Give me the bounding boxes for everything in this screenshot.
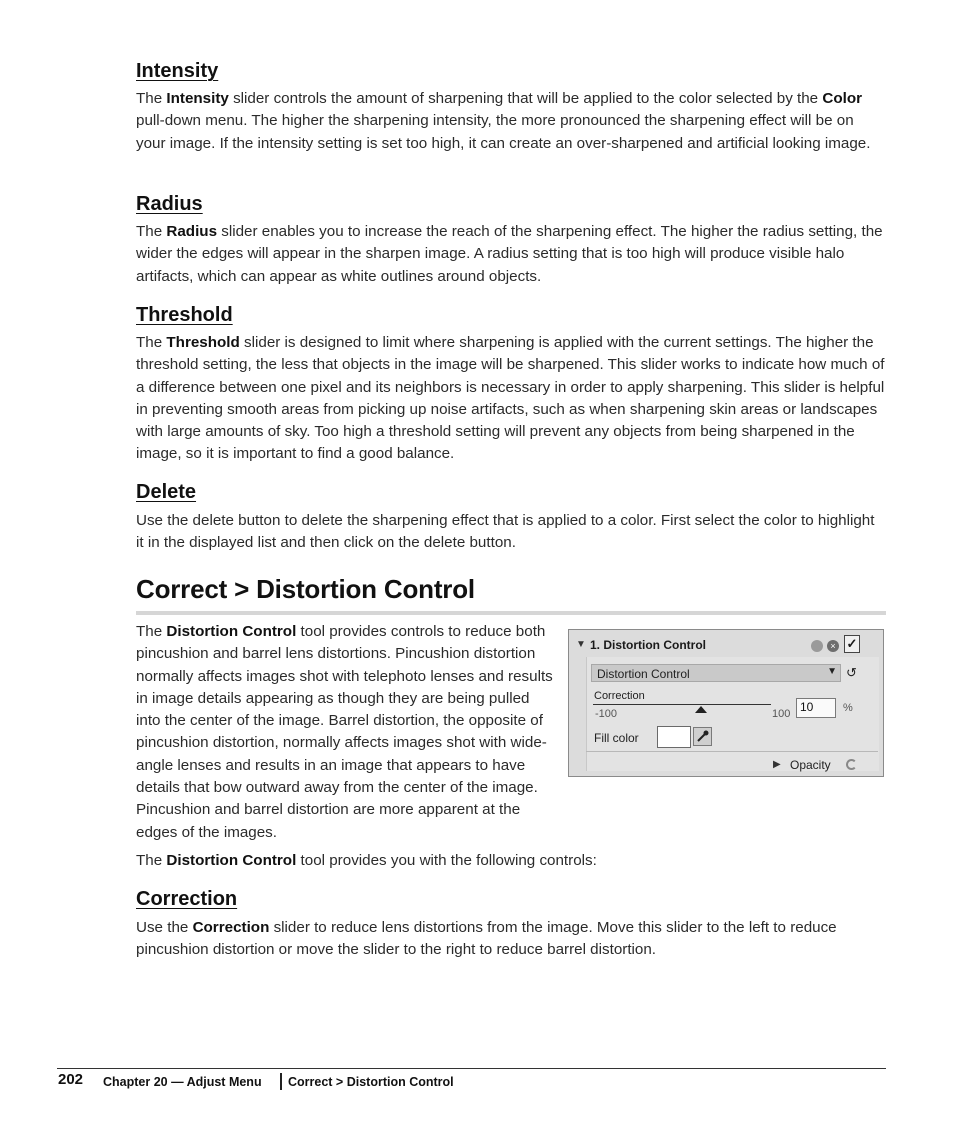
paragraph-delete: Use the delete button to delete the sharpening effect that is applied to a color. First select the color to highlight it in the displayed list and then click on the delete button. <box>136 512 875 552</box>
percent-unit: % <box>843 702 853 714</box>
footer-separator <box>280 1073 282 1090</box>
heading-delete: Delete <box>136 481 197 503</box>
opacity-ring-icon[interactable] <box>846 759 857 770</box>
opacity-label[interactable]: Opacity <box>790 758 831 772</box>
slider-min-label: -100 <box>595 708 618 720</box>
close-icon[interactable]: × <box>827 640 839 652</box>
dropdown-value: Distortion Control <box>597 667 690 681</box>
reset-icon[interactable]: ↺ <box>846 665 857 680</box>
paragraph-threshold: The Threshold slider is designed to limit where sharpening is applied with the current settings. The higher the threshold setting, the less that objects in the image will be sharpened. This slider works to indicate how much of a difference between one pixel and its neighbors is necessary in order to apply sharpening. This slider is helpful in preventing smooth areas from picking up noise artifacts, such as when sharpening skin areas or landscapes with large amounts of sky. Too high a threshold setting will prevent any objects from being sharpened in the image, so it is important to find a good balance. <box>136 334 885 463</box>
correction-slider-thumb[interactable] <box>695 706 707 713</box>
correction-value-input[interactable]: 10 <box>796 698 836 718</box>
control-dropdown[interactable] <box>591 664 841 682</box>
enable-checkbox[interactable]: ✓ <box>844 635 860 653</box>
status-dot-icon[interactable] <box>811 640 823 652</box>
fill-color-label: Fill color <box>594 731 639 745</box>
footer-chapter: Chapter 20 — Adjust Menu <box>103 1075 262 1089</box>
distortion-control-panel <box>568 629 884 777</box>
panel-divider <box>586 751 878 752</box>
paragraph-radius: The Radius slider enables you to increase the reach of the sharpening effect. The higher the radius setting, the wider the edges will appear in the sharpen image. A radius setting that is too high will produce visible halo artifacts, which can appear as white outlines around objects. <box>136 223 883 285</box>
heading-radius: Radius <box>136 193 203 215</box>
collapse-triangle-icon[interactable]: ▼ <box>576 639 586 650</box>
page-number: 202 <box>58 1071 84 1088</box>
paragraph-distortion-intro: The Distortion Control tool provides controls to reduce both pincushion and barrel lens distortions. Pincushion distortion normally affects images shot with telephoto lenses and results in image details appearing as though they are being pulled into the center of the image. Barrel distortion, the opposite of pincushion distortion, normally affects images shot with wide-angle lenses and results in an image that appears to have details that bow outward away from the center of the image. Pincushion and barrel distortion are more apparent at the edges of the images. <box>136 623 553 841</box>
paragraph-correction: Use the Correction slider to reduce lens distortions from the image. Move this slider to the left to reduce pincushion distortion or move the slider to the right to reduce barrel distortion. <box>136 919 837 959</box>
heading-intensity: Intensity <box>136 60 219 82</box>
slider-max-label: 100 <box>772 708 791 720</box>
fill-color-swatch[interactable] <box>657 726 691 748</box>
expand-triangle-icon[interactable]: ▶ <box>773 759 781 770</box>
section-title-distortion: Correct > Distortion Control <box>136 574 475 604</box>
correction-slider-track[interactable] <box>593 704 771 705</box>
section-rule <box>136 611 886 615</box>
heading-correction: Correction <box>136 888 238 910</box>
paragraph-intensity: The Intensity slider controls the amount of sharpening that will be applied to the color selected by the Color pull-down menu. The higher the sharpening intensity, the more pronounced the sharpening effect will be on your image. If the intensity setting is set too high, it can create an over-sharpened and artificial looking image. <box>136 90 871 152</box>
footer-section: Correct > Distortion Control <box>288 1075 454 1089</box>
correction-label: Correction <box>594 690 645 702</box>
eyedropper-button[interactable] <box>693 727 712 746</box>
heading-threshold: Threshold <box>136 304 233 326</box>
chevron-down-icon: ▼ <box>827 666 837 677</box>
panel-title: 1. Distortion Control <box>590 638 706 652</box>
paragraph-distortion-controls: The Distortion Control tool provides you with the following controls: <box>136 852 597 869</box>
footer-rule <box>57 1068 886 1069</box>
eyedropper-icon <box>694 728 711 745</box>
